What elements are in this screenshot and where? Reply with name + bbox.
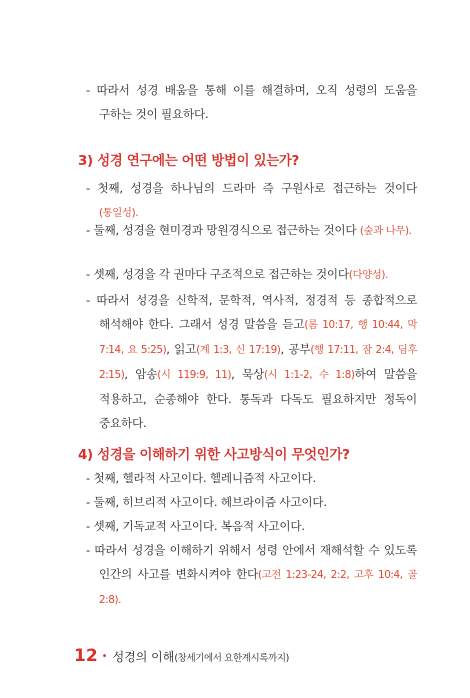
page-footer <box>74 646 289 666</box>
list-item: - 둘째, 성경을 현미경과 망원경식으로 접근하는 것이다 (숲과 나무). <box>86 223 412 237</box>
section-heading-4: 4) 성경을 이해하기 위한 사고방식이 무엇인가? <box>78 448 350 463</box>
bullet-icon: • <box>101 651 108 662</box>
list-item: - 첫째, 성경을 하나님의 드라마 즉 구원사로 접근하는 것이다 (통일성). <box>86 181 417 219</box>
list-item: - 따라서 성경을 이해하기 위해서 성령 안에서 재해석할 수 있도록 인간의 사고를 변화시켜야 한다(고전 1:23-24, 2:2, 고후 10:4, 골 2:8). <box>86 543 418 606</box>
book-title: 성경의 이해 <box>112 650 175 664</box>
list-item: - 둘째, 히브리적 사고이다. 헤브라이즘 사고이다. <box>86 495 327 509</box>
list-item: - 따라서 성경 배움을 통해 이를 해결하며, 오직 성령의 도움을 구하는 것이 필요하다. <box>86 83 417 121</box>
book-subtitle: (창세기에서 요한계시록까지) <box>174 653 289 664</box>
page-number: 12 <box>74 646 98 666</box>
reference-note: (계 1:3, 신 17:19) <box>196 344 281 356</box>
reference-note: (숲과 나무). <box>359 225 412 237</box>
reference-note: (다양성). <box>348 269 388 281</box>
list-item: - 셋째, 성경을 각 권마다 구조적으로 접근하는 것이다(다양성). <box>86 267 388 281</box>
section-heading-3: 3) 성경 연구에는 어떤 방법이 있는가? <box>78 154 300 169</box>
reference-note: (고전 1:23-24, 2:2, 고후 10:4, 골 2:8). <box>99 569 418 606</box>
list-item: - 첫째, 헬라적 사고이다. 헬레니즘적 사고이다. <box>86 471 316 485</box>
reference-note: (롬 10:17, 행 10:44, 막 7:14, 요 5:25) <box>99 319 418 356</box>
reference-note: (시 119:9, 11) <box>157 369 232 381</box>
reference-note: (통일성). <box>99 207 139 219</box>
list-item: - 셋째, 기독교적 사고이다. 복음적 사고이다. <box>86 519 305 533</box>
list-item: - 따라서 성경을 신학적, 문학적, 역사적, 정경적 등 종합적으로 해석해야 한다. 그래서 성경 말씀을 듣고(롬 10:17, 행 10:44, 막 7:14, 요 5:25), 읽고(계 1:3, 신 17:19), 공부(행 17:11, 잠 2:4, 딤후 2:15), 암송(시 119:9, 11), 묵상(시 1:1-2, 수 1:8)하여 말씀을 적용하고, 순종해야 한다. 통독과 다독도 필요하지만 정독이 중요하다. <box>86 293 418 430</box>
reference-note: (행 17:11, 잠 2:4, 딤후 2:15) <box>99 344 417 381</box>
reference-note: (시 1:1-2, 수 1:8) <box>264 369 355 381</box>
